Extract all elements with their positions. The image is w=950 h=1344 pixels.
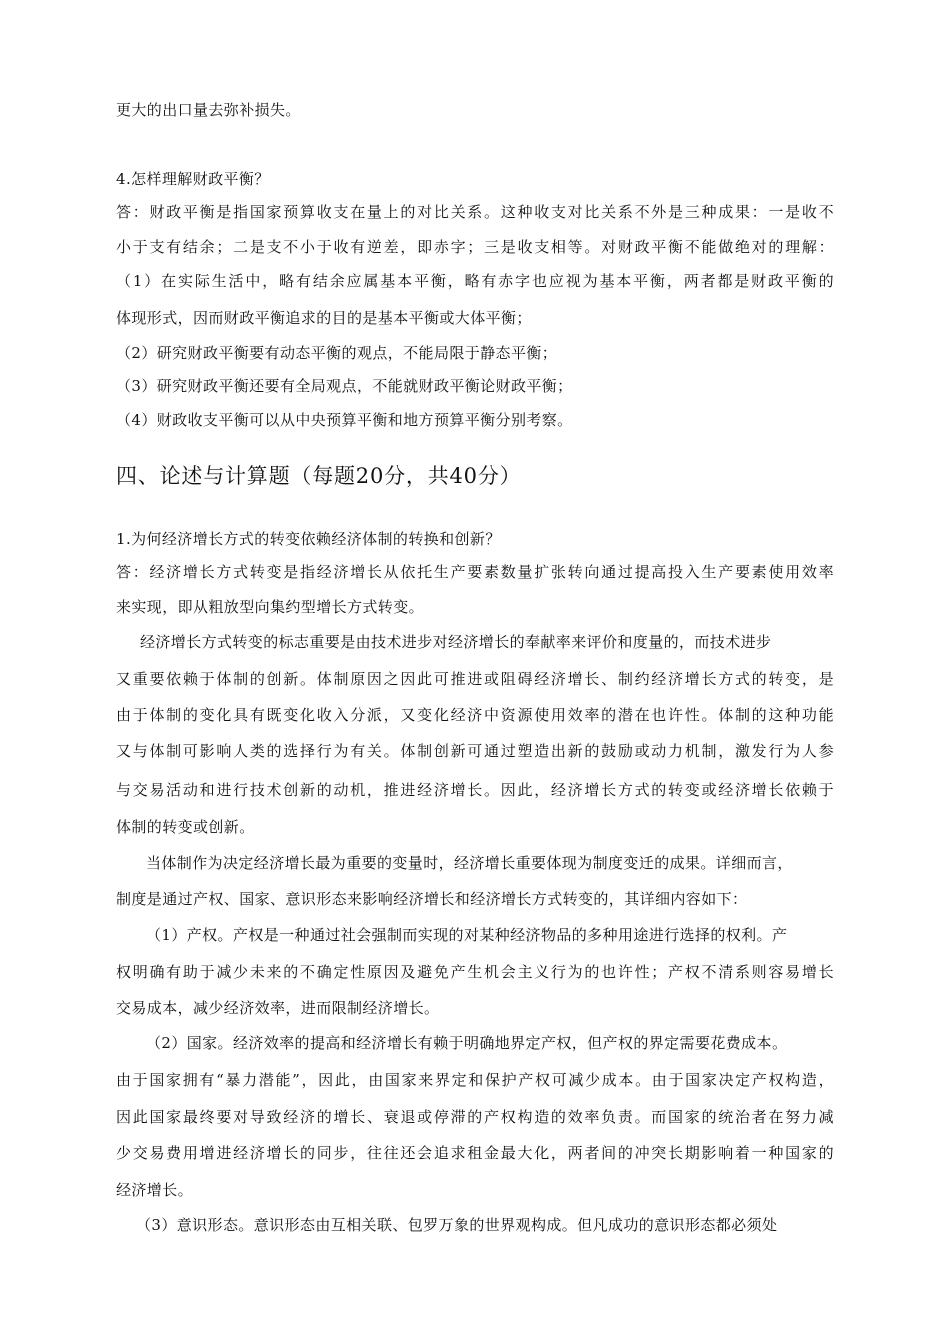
section-heading: 四、论述与计算题（每题20分，共40分） (116, 464, 522, 488)
paragraph-line: 经济增长。 (116, 1181, 194, 1199)
paragraph-line: 权明确有助于减少未来的不确定性原因及避免产生机会主义行为的也许性；产权不清系则容易增长 (116, 963, 834, 981)
answer-line: 答：财政平衡是指国家预算收支在量上的对比关系。这种收支对比关系不外是三种成果：一是收不 (116, 203, 834, 221)
answer-line: （3）研究财政平衡还要有全局观点，不能就财政平衡论财政平衡； (116, 377, 573, 395)
question-title: 1.为何经济增长方式的转变依赖经济体制的转换和创新？ (116, 530, 501, 548)
answer-line: 小于支有结余；二是支不小于收有逆差，即赤字；三是收支相等。对财政平衡不能做绝对的理解： (116, 238, 834, 256)
paragraph-line: （3）意识形态。意识形态由互相关联、包罗万象的世界观构成。但凡成功的意识形态都必须处 (136, 1216, 778, 1234)
answer-line: 答：经济增长方式转变是指经济增长从依托生产要素数量扩张转向通过提高投入生产要素使用效率 (116, 563, 834, 581)
question-title: 4.怎样理解财政平衡？ (116, 170, 270, 188)
answer-line: （1）在实际生活中，略有结余应属基本平衡，略有赤字也应视为基本平衡，两者都是财政平衡的 (116, 272, 834, 290)
paragraph-line: 经济增长方式转变的标志重要是由技术进步对经济增长的奉献率来评价和度量的，而技术进步 (140, 633, 772, 651)
paragraph-line: 少交易费用增进经济增长的同步，往往还会追求租金最大化，两者间的冲突长期影响着一种国家的 (116, 1144, 834, 1162)
paragraph-line: 因此国家最终要对导致经济的增长、衰退或停滞的产权构造的效率负责。而国家的统治者在努力减 (116, 1108, 834, 1126)
answer-line: 来实现，即从粗放型向集约型增长方式转变。 (116, 598, 425, 616)
paragraph-line: 又重要依赖于体制的创新。体制原因之因此可推进或阻碍经济增长、制约经济增长方式的转变，是 (116, 670, 834, 688)
paragraph-line: 与交易活动和进行技术创新的动机，推进经济增长。因此，经济增长方式的转变或经济增长依赖于 (116, 781, 834, 799)
paragraph-line: 交易成本，减少经济效率，进而限制经济增长。 (116, 999, 440, 1017)
paragraph-line: 制度是通过产权、国家、意识形态来影响经济增长和经济增长方式转变的，其详细内容如下： (116, 890, 748, 908)
answer-line: （2）研究财政平衡要有动态平衡的观点，不能局限于静态平衡； (116, 344, 558, 362)
text-line: 更大的出口量去弥补损失。 (116, 101, 301, 119)
paragraph-line: 由于体制的变化具有既变化收入分派，又变化经济中资源使用效率的潜在也许性。体制的这种功能 (116, 706, 834, 724)
answer-line: （4）财政收支平衡可以从中央预算平衡和地方预算平衡分别考察。 (116, 411, 573, 429)
answer-line: 体现形式，因而财政平衡追求的目的是基本平衡或大体平衡； (116, 309, 532, 327)
paragraph-line: 由于国家拥有“暴力潜能”，因此，由国家来界定和保护产权可减少成本。由于国家决定产权构造， (116, 1071, 834, 1089)
paragraph-line: 又与体制可影响人类的选择行为有关。体制创新可通过塑造出新的鼓励或动力机制，激发行为人参 (116, 742, 834, 760)
paragraph-line: （2）国家。经济效率的提高和经济增长有赖于明确地界定产权，但产权的界定需要花费成本。 (146, 1034, 788, 1052)
paragraph-line: （1）产权。产权是一种通过社会强制而实现的对某种经济物品的多种用途进行选择的权利。产 (146, 926, 788, 944)
paragraph-line: 体制的转变或创新。 (116, 818, 255, 836)
paragraph-line: 当体制作为决定经济增长最为重要的变量时，经济增长重要体现为制度变迁的成果。详细而言， (146, 854, 793, 872)
